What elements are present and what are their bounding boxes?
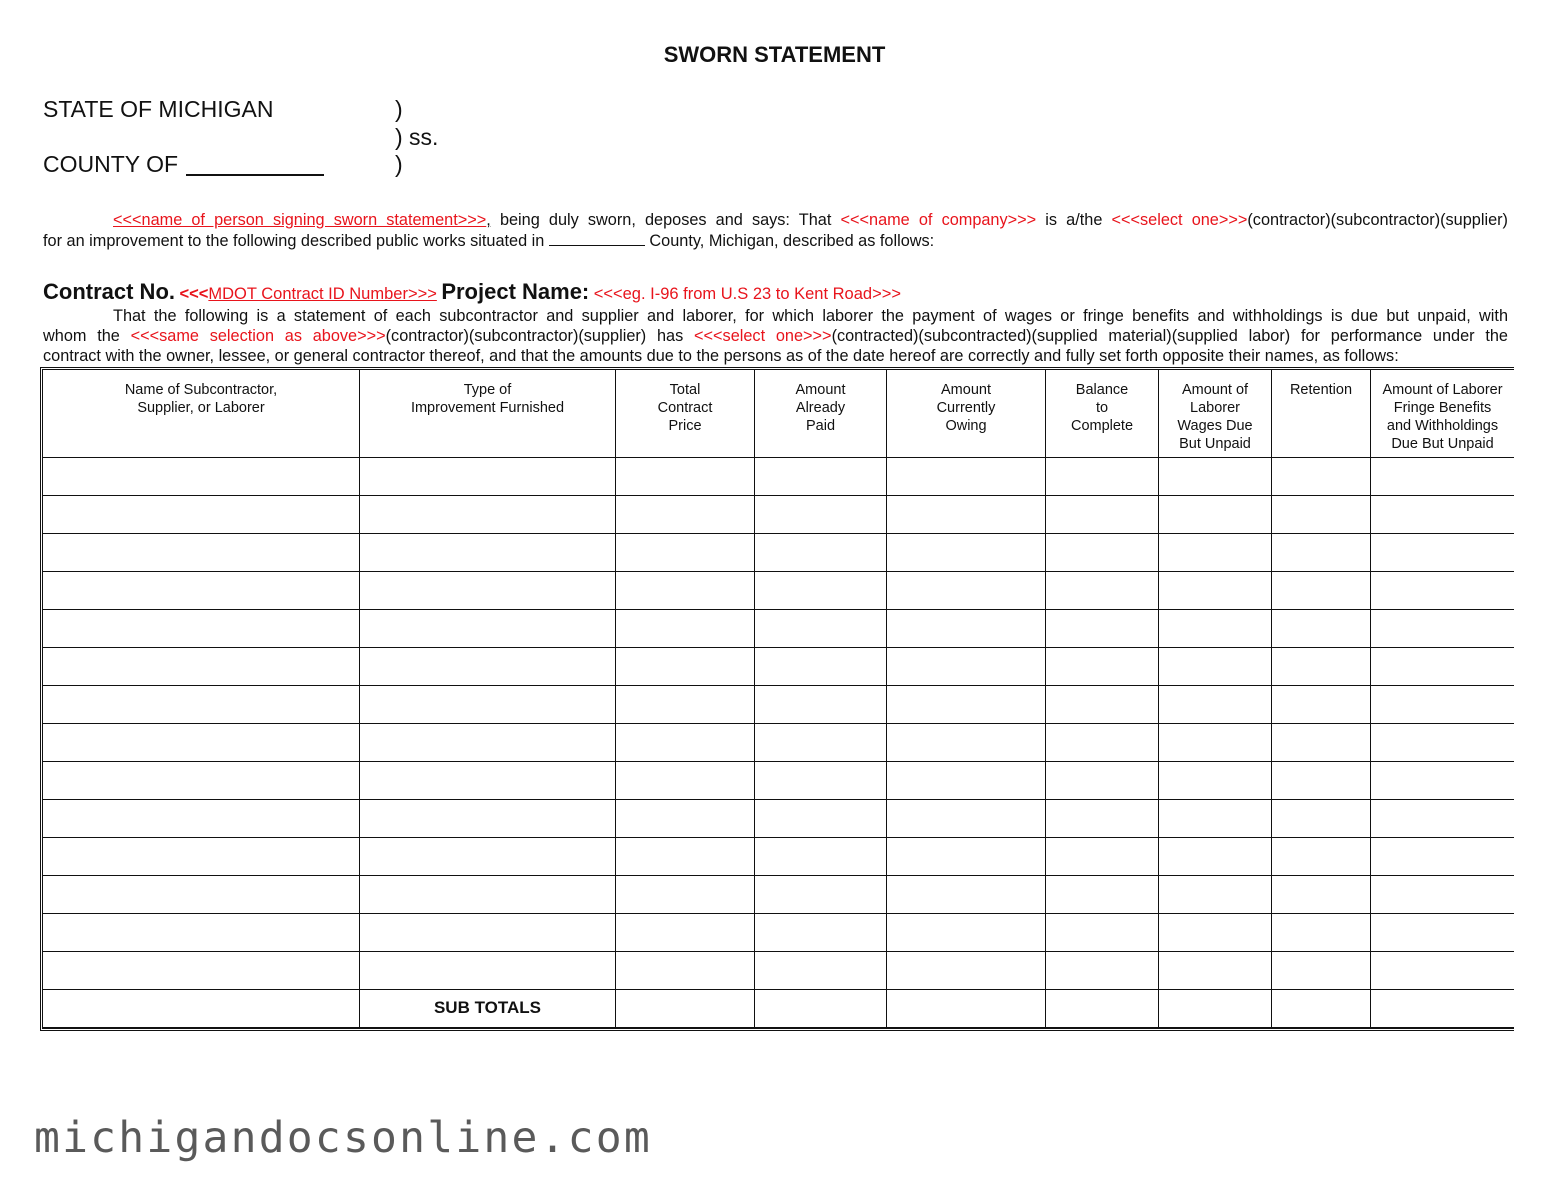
table-cell[interactable] xyxy=(1272,724,1371,761)
table-cell[interactable] xyxy=(755,800,887,837)
table-cell[interactable] xyxy=(1046,534,1159,571)
table-row xyxy=(43,724,1514,762)
subtotals-row xyxy=(43,990,1514,1028)
table-cell[interactable] xyxy=(1159,724,1272,761)
column-header-line: But Unpaid xyxy=(1179,436,1251,452)
table-cell[interactable] xyxy=(43,762,360,799)
column-header xyxy=(360,370,616,457)
table-cell[interactable] xyxy=(360,610,616,647)
table-cell[interactable] xyxy=(360,952,616,989)
column-header xyxy=(1272,370,1371,457)
table-cell[interactable] xyxy=(887,876,1046,913)
contract-line xyxy=(43,279,901,305)
table-cell[interactable] xyxy=(1046,914,1159,951)
table-cell[interactable] xyxy=(43,572,360,609)
table-cell[interactable] xyxy=(43,724,360,761)
column-header-line: Contract xyxy=(657,400,713,416)
table-cell[interactable] xyxy=(887,610,1046,647)
role-select-placeholder[interactable]: <<<select one>>> xyxy=(1111,211,1248,229)
table-row xyxy=(43,610,1514,648)
table-cell[interactable] xyxy=(1159,572,1272,609)
table-cell[interactable] xyxy=(360,534,616,571)
table-cell[interactable] xyxy=(1159,876,1272,913)
table-row xyxy=(43,686,1514,724)
table-cell[interactable] xyxy=(360,458,616,495)
table-cell[interactable] xyxy=(360,648,616,685)
table-cell[interactable] xyxy=(755,534,887,571)
table-cell[interactable] xyxy=(43,496,360,533)
project-name-label: Project Name: xyxy=(441,279,590,304)
table-cell[interactable] xyxy=(887,762,1046,799)
column-header-line: Complete xyxy=(1070,418,1134,434)
table-row xyxy=(43,952,1514,990)
table-cell[interactable] xyxy=(755,838,887,875)
table-cell[interactable] xyxy=(887,952,1046,989)
column-header-line: Laborer xyxy=(1190,400,1240,416)
table-cell[interactable] xyxy=(755,914,887,951)
company-name-placeholder[interactable]: <<<name of company>>> xyxy=(840,211,1037,229)
column-header-line: Fringe Benefits xyxy=(1393,400,1492,416)
table-cell[interactable] xyxy=(755,952,887,989)
subtotals-label: SUB TOTALS xyxy=(360,990,616,1027)
table-row xyxy=(43,572,1514,610)
table-cell[interactable] xyxy=(1046,572,1159,609)
subtotal-cell xyxy=(43,990,360,1027)
table-cell[interactable] xyxy=(616,572,755,609)
statement-line-2: whom the <<<same selection as above>>>(contractor)(subcontractor)(supplier) has <<<select one>>>(contracted)(subcontracted)(supplied material)(supplied labor) for performance under the xyxy=(43,327,1508,345)
table-row xyxy=(43,458,1514,496)
table-cell[interactable] xyxy=(1272,952,1371,989)
table-cell[interactable] xyxy=(1272,686,1371,723)
column-header xyxy=(755,370,887,457)
table-cell[interactable] xyxy=(43,648,360,685)
table-cell[interactable] xyxy=(616,876,755,913)
table-cell[interactable] xyxy=(1159,610,1272,647)
table-row xyxy=(43,648,1514,686)
table-cell[interactable] xyxy=(1272,458,1371,495)
table-cell[interactable] xyxy=(1272,800,1371,837)
column-header-line: Balance xyxy=(1075,382,1129,398)
table-row xyxy=(43,914,1514,952)
same-selection-placeholder[interactable]: <<<same selection as above>>> xyxy=(130,327,386,345)
table-cell[interactable] xyxy=(1159,648,1272,685)
table-cell[interactable] xyxy=(1371,762,1514,799)
table-cell[interactable] xyxy=(1371,838,1514,875)
table-cell[interactable] xyxy=(360,800,616,837)
table-cell[interactable] xyxy=(1046,952,1159,989)
table-cell[interactable] xyxy=(1272,914,1371,951)
table-cell[interactable] xyxy=(1046,838,1159,875)
table-cell[interactable] xyxy=(1159,496,1272,533)
table-cell[interactable] xyxy=(360,876,616,913)
table-cell[interactable] xyxy=(887,838,1046,875)
table-cell[interactable] xyxy=(616,952,755,989)
table-row xyxy=(43,876,1514,914)
table-cell[interactable] xyxy=(1371,458,1514,495)
column-header-line: Amount of Laborer xyxy=(1382,382,1503,398)
table-cell[interactable] xyxy=(1371,686,1514,723)
table-cell[interactable] xyxy=(43,458,360,495)
table-cell[interactable] xyxy=(616,724,755,761)
column-header-line: Type of xyxy=(463,382,512,398)
table-cell[interactable] xyxy=(360,572,616,609)
table-cell[interactable] xyxy=(360,724,616,761)
table-cell[interactable] xyxy=(1046,610,1159,647)
table-cell[interactable] xyxy=(1046,724,1159,761)
subtotal-cell[interactable] xyxy=(755,990,887,1027)
table-cell[interactable] xyxy=(1371,496,1514,533)
column-header-line: Already xyxy=(795,400,846,416)
table-cell[interactable] xyxy=(43,876,360,913)
affidavit-paragraph xyxy=(43,210,1508,252)
table-cell[interactable] xyxy=(1272,610,1371,647)
table-cell[interactable] xyxy=(1371,724,1514,761)
bracket-top: ) xyxy=(395,96,403,122)
table-row xyxy=(43,838,1514,876)
table-cell[interactable] xyxy=(1272,534,1371,571)
column-header-line: Supplier, or Laborer xyxy=(137,400,265,416)
table-cell[interactable] xyxy=(887,914,1046,951)
table-cell[interactable] xyxy=(616,914,755,951)
subtotal-cell[interactable] xyxy=(887,990,1046,1027)
table-cell[interactable] xyxy=(1371,876,1514,913)
table-cell[interactable] xyxy=(360,496,616,533)
affidavit-line-1: <<<name of person signing sworn statement>>>, being duly sworn, deposes and says: That <<<name of company>>> is a/the <<<select one>>>(contractor)(subcontractor)(supplier) xyxy=(113,211,1508,229)
table-cell[interactable] xyxy=(43,914,360,951)
table-cell[interactable] xyxy=(1046,686,1159,723)
column-header-line: Owing xyxy=(945,418,987,434)
county-blank-line[interactable] xyxy=(186,174,324,176)
table-cell[interactable] xyxy=(360,914,616,951)
contract-id-placeholder[interactable]: <<<MDOT Contract ID Number>>> xyxy=(179,285,437,303)
column-header-line: Improvement Furnished xyxy=(410,400,565,416)
subtotal-cell[interactable] xyxy=(1046,990,1159,1027)
affidavit-line-2: for an improvement to the following described public works situated in County, Michigan, described as follows: xyxy=(43,232,935,250)
table-cell[interactable] xyxy=(360,838,616,875)
table-cell[interactable] xyxy=(1046,496,1159,533)
column-header-line: Name of Subcontractor, xyxy=(124,382,278,398)
sworn-statement-table xyxy=(40,367,1514,1031)
table-header-row xyxy=(43,370,1514,458)
document-title: SWORN STATEMENT xyxy=(663,42,886,67)
table-cell[interactable] xyxy=(43,610,360,647)
column-header-line: Retention xyxy=(1289,382,1353,398)
table-cell[interactable] xyxy=(755,458,887,495)
table-cell[interactable] xyxy=(755,572,887,609)
table-cell[interactable] xyxy=(755,876,887,913)
contract-no-label: Contract No. xyxy=(43,279,175,304)
table-cell[interactable] xyxy=(1371,610,1514,647)
column-header-line: Amount xyxy=(941,382,991,398)
table-cell[interactable] xyxy=(1272,648,1371,685)
table-cell[interactable] xyxy=(43,686,360,723)
table-cell[interactable] xyxy=(616,800,755,837)
column-header-line: to xyxy=(1095,400,1109,416)
performance-select-placeholder[interactable]: <<<select one>>> xyxy=(694,327,832,345)
table-cell[interactable] xyxy=(1371,534,1514,571)
county-name-blank[interactable] xyxy=(549,232,645,246)
statement-paragraph xyxy=(43,306,1508,366)
table-cell[interactable] xyxy=(1371,800,1514,837)
table-cell[interactable] xyxy=(616,458,755,495)
column-header xyxy=(1371,370,1514,457)
table-cell[interactable] xyxy=(1159,762,1272,799)
table-cell[interactable] xyxy=(1159,458,1272,495)
column-header xyxy=(1046,370,1159,457)
table-cell[interactable] xyxy=(1159,914,1272,951)
table-cell[interactable] xyxy=(1159,952,1272,989)
table-row xyxy=(43,800,1514,838)
column-header xyxy=(616,370,755,457)
table-cell[interactable] xyxy=(43,800,360,837)
table-cell[interactable] xyxy=(1046,762,1159,799)
county-label: COUNTY OF xyxy=(43,151,179,177)
table-cell[interactable] xyxy=(1371,952,1514,989)
table-row xyxy=(43,762,1514,800)
table-cell[interactable] xyxy=(887,534,1046,571)
statement-line-1: That the following is a statement of each subcontractor and supplier and laborer, for which laborer the payment of wages or fringe benefits and withholdings is due but unpaid, with xyxy=(113,307,1508,325)
table-cell[interactable] xyxy=(360,686,616,723)
table-cell[interactable] xyxy=(887,686,1046,723)
table-cell[interactable] xyxy=(1046,648,1159,685)
table-cell[interactable] xyxy=(1371,572,1514,609)
column-header-line: Wages Due xyxy=(1177,418,1253,434)
bracket-ss: ) ss. xyxy=(395,124,439,150)
table-cell[interactable] xyxy=(616,648,755,685)
table-cell[interactable] xyxy=(887,800,1046,837)
table-cell[interactable] xyxy=(887,458,1046,495)
subtotal-cell[interactable] xyxy=(1272,990,1371,1027)
table-cell[interactable] xyxy=(1272,838,1371,875)
table-cell[interactable] xyxy=(755,496,887,533)
table-cell[interactable] xyxy=(616,610,755,647)
column-header xyxy=(1159,370,1272,457)
column-header-line: Paid xyxy=(805,418,836,434)
table-cell[interactable] xyxy=(1371,648,1514,685)
table-cell[interactable] xyxy=(43,838,360,875)
column-header-line: Currently xyxy=(936,400,996,416)
bracket-bottom: ) xyxy=(395,151,403,177)
state-label: STATE OF MICHIGAN xyxy=(43,96,274,122)
table-cell[interactable] xyxy=(1046,800,1159,837)
column-header-line: Due But Unpaid xyxy=(1391,436,1494,452)
table-cell[interactable] xyxy=(1272,876,1371,913)
table-cell[interactable] xyxy=(755,610,887,647)
table-cell[interactable] xyxy=(43,534,360,571)
column-header-line: Amount xyxy=(795,382,846,398)
table-cell[interactable] xyxy=(616,838,755,875)
table-cell[interactable] xyxy=(1159,686,1272,723)
table-cell[interactable] xyxy=(755,648,887,685)
table-cell[interactable] xyxy=(616,762,755,799)
table-cell[interactable] xyxy=(755,686,887,723)
table-cell[interactable] xyxy=(887,496,1046,533)
column-header-line: and Withholdings xyxy=(1386,418,1499,434)
table-cell[interactable] xyxy=(1272,572,1371,609)
watermark: michigandocsonline.com xyxy=(34,1113,652,1163)
project-name-placeholder[interactable]: <<<eg. I-96 from U.S 23 to Kent Road>>> xyxy=(593,285,901,303)
table-cell[interactable] xyxy=(887,724,1046,761)
table-cell[interactable] xyxy=(616,496,755,533)
table-cell[interactable] xyxy=(43,952,360,989)
table-cell[interactable] xyxy=(1159,838,1272,875)
column-header xyxy=(43,370,360,457)
column-header-line: Price xyxy=(668,418,702,434)
table-cell[interactable] xyxy=(1272,496,1371,533)
table-cell[interactable] xyxy=(1046,876,1159,913)
table-cell[interactable] xyxy=(887,648,1046,685)
subtotal-cell[interactable] xyxy=(1371,990,1514,1027)
table-cell[interactable] xyxy=(616,534,755,571)
column-header-line: Total xyxy=(669,382,701,398)
table-cell[interactable] xyxy=(755,762,887,799)
column-header-line: Amount of xyxy=(1181,382,1249,398)
table-row xyxy=(43,496,1514,534)
statement-line-3: contract with the owner, lessee, or general contractor thereof, and that the amounts due to the persons as of the date hereof are correctly and fully set forth opposite their names, as follows: xyxy=(43,347,1399,365)
person-name-placeholder[interactable]: <<<name of person signing sworn statement>>> xyxy=(113,211,487,229)
table-cell[interactable] xyxy=(1159,534,1272,571)
table-cell[interactable] xyxy=(755,724,887,761)
table-cell[interactable] xyxy=(360,762,616,799)
subtotal-cell[interactable] xyxy=(616,990,755,1027)
table-row xyxy=(43,534,1514,572)
table-cell[interactable] xyxy=(1046,458,1159,495)
table-cell[interactable] xyxy=(887,572,1046,609)
table-cell[interactable] xyxy=(1371,914,1514,951)
column-header xyxy=(887,370,1046,457)
table-cell[interactable] xyxy=(616,686,755,723)
table-cell[interactable] xyxy=(1159,800,1272,837)
table-cell[interactable] xyxy=(1272,762,1371,799)
subtotal-cell[interactable] xyxy=(1159,990,1272,1027)
